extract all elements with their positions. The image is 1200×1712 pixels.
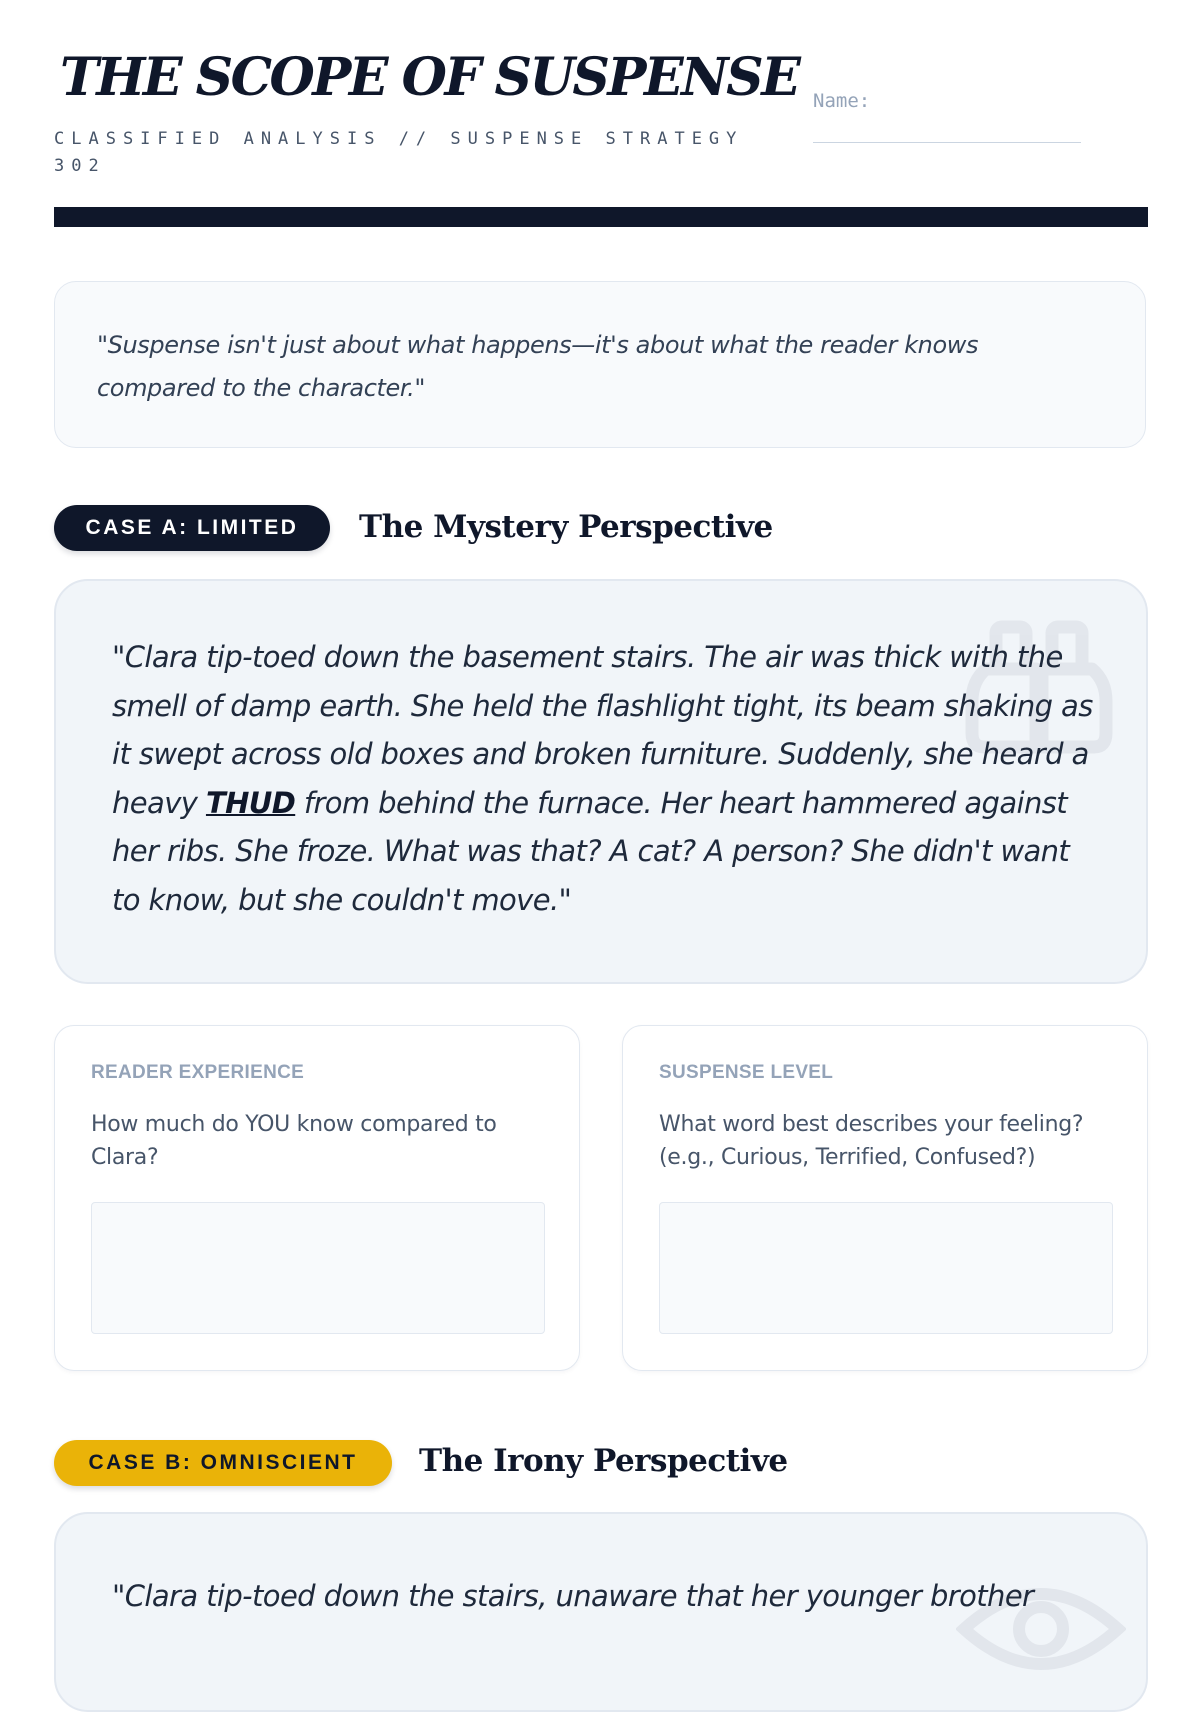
question-prompt: What word best describes your feeling? (e.g., Curious, Terrified, Confused?)	[659, 1112, 1084, 1170]
passage-text-before: "Clara tip-toed down the basement stairs. The air was thick with the smell of damp earth. She held the flashlight tight, its beam shaking as it swept across old boxes and broken furniture. Suddenly, she heard a heavy	[112, 640, 1093, 820]
question-label: SUSPENSE LEVEL	[659, 1062, 834, 1083]
question-label: READER EXPERIENCE	[91, 1062, 305, 1083]
suspense-level-answer[interactable]	[659, 1202, 1113, 1334]
name-field[interactable]	[813, 142, 1081, 143]
header-divider	[54, 207, 1148, 227]
page-title: THE SCOPE OF SUSPENSE	[60, 47, 799, 108]
emphasized-word: THUD	[205, 785, 296, 820]
intro-quote: "Suspense isn't just about what happens—it's about what the reader knows compared to the character."	[97, 331, 979, 402]
name-label: Name:	[813, 90, 871, 112]
case-a-badge: CASE A: LIMITED	[54, 505, 330, 551]
case-b-passage: "Clara tip-toed down the stairs, unaware that her younger brother	[112, 1579, 1034, 1613]
reader-experience-answer[interactable]	[91, 1202, 545, 1334]
intro-quote-box	[54, 281, 1146, 448]
suspense-level-card	[622, 1025, 1148, 1371]
page-subtitle: CLASSIFIED ANALYSIS // SUSPENSE STRATEGY 302	[54, 129, 744, 176]
worksheet-page	[54, 0, 1148, 1613]
case-a-passage	[112, 633, 1102, 924]
question-prompt: How much do YOU know compared to Clara?	[91, 1112, 497, 1170]
case-b-title: The Irony Perspective	[419, 1443, 788, 1479]
reader-experience-card	[54, 1025, 580, 1371]
case-b-passage-box	[54, 1512, 1148, 1712]
case-a-passage-box	[54, 579, 1148, 984]
case-b-badge: CASE B: OMNISCIENT	[54, 1440, 392, 1486]
case-a-title: The Mystery Perspective	[359, 509, 773, 545]
passage-text-after: from behind the furnace. Her heart hammered against her ribs. She froze. What was that? A cat? A person? She didn't want to know, but she couldn't move."	[112, 785, 1070, 917]
